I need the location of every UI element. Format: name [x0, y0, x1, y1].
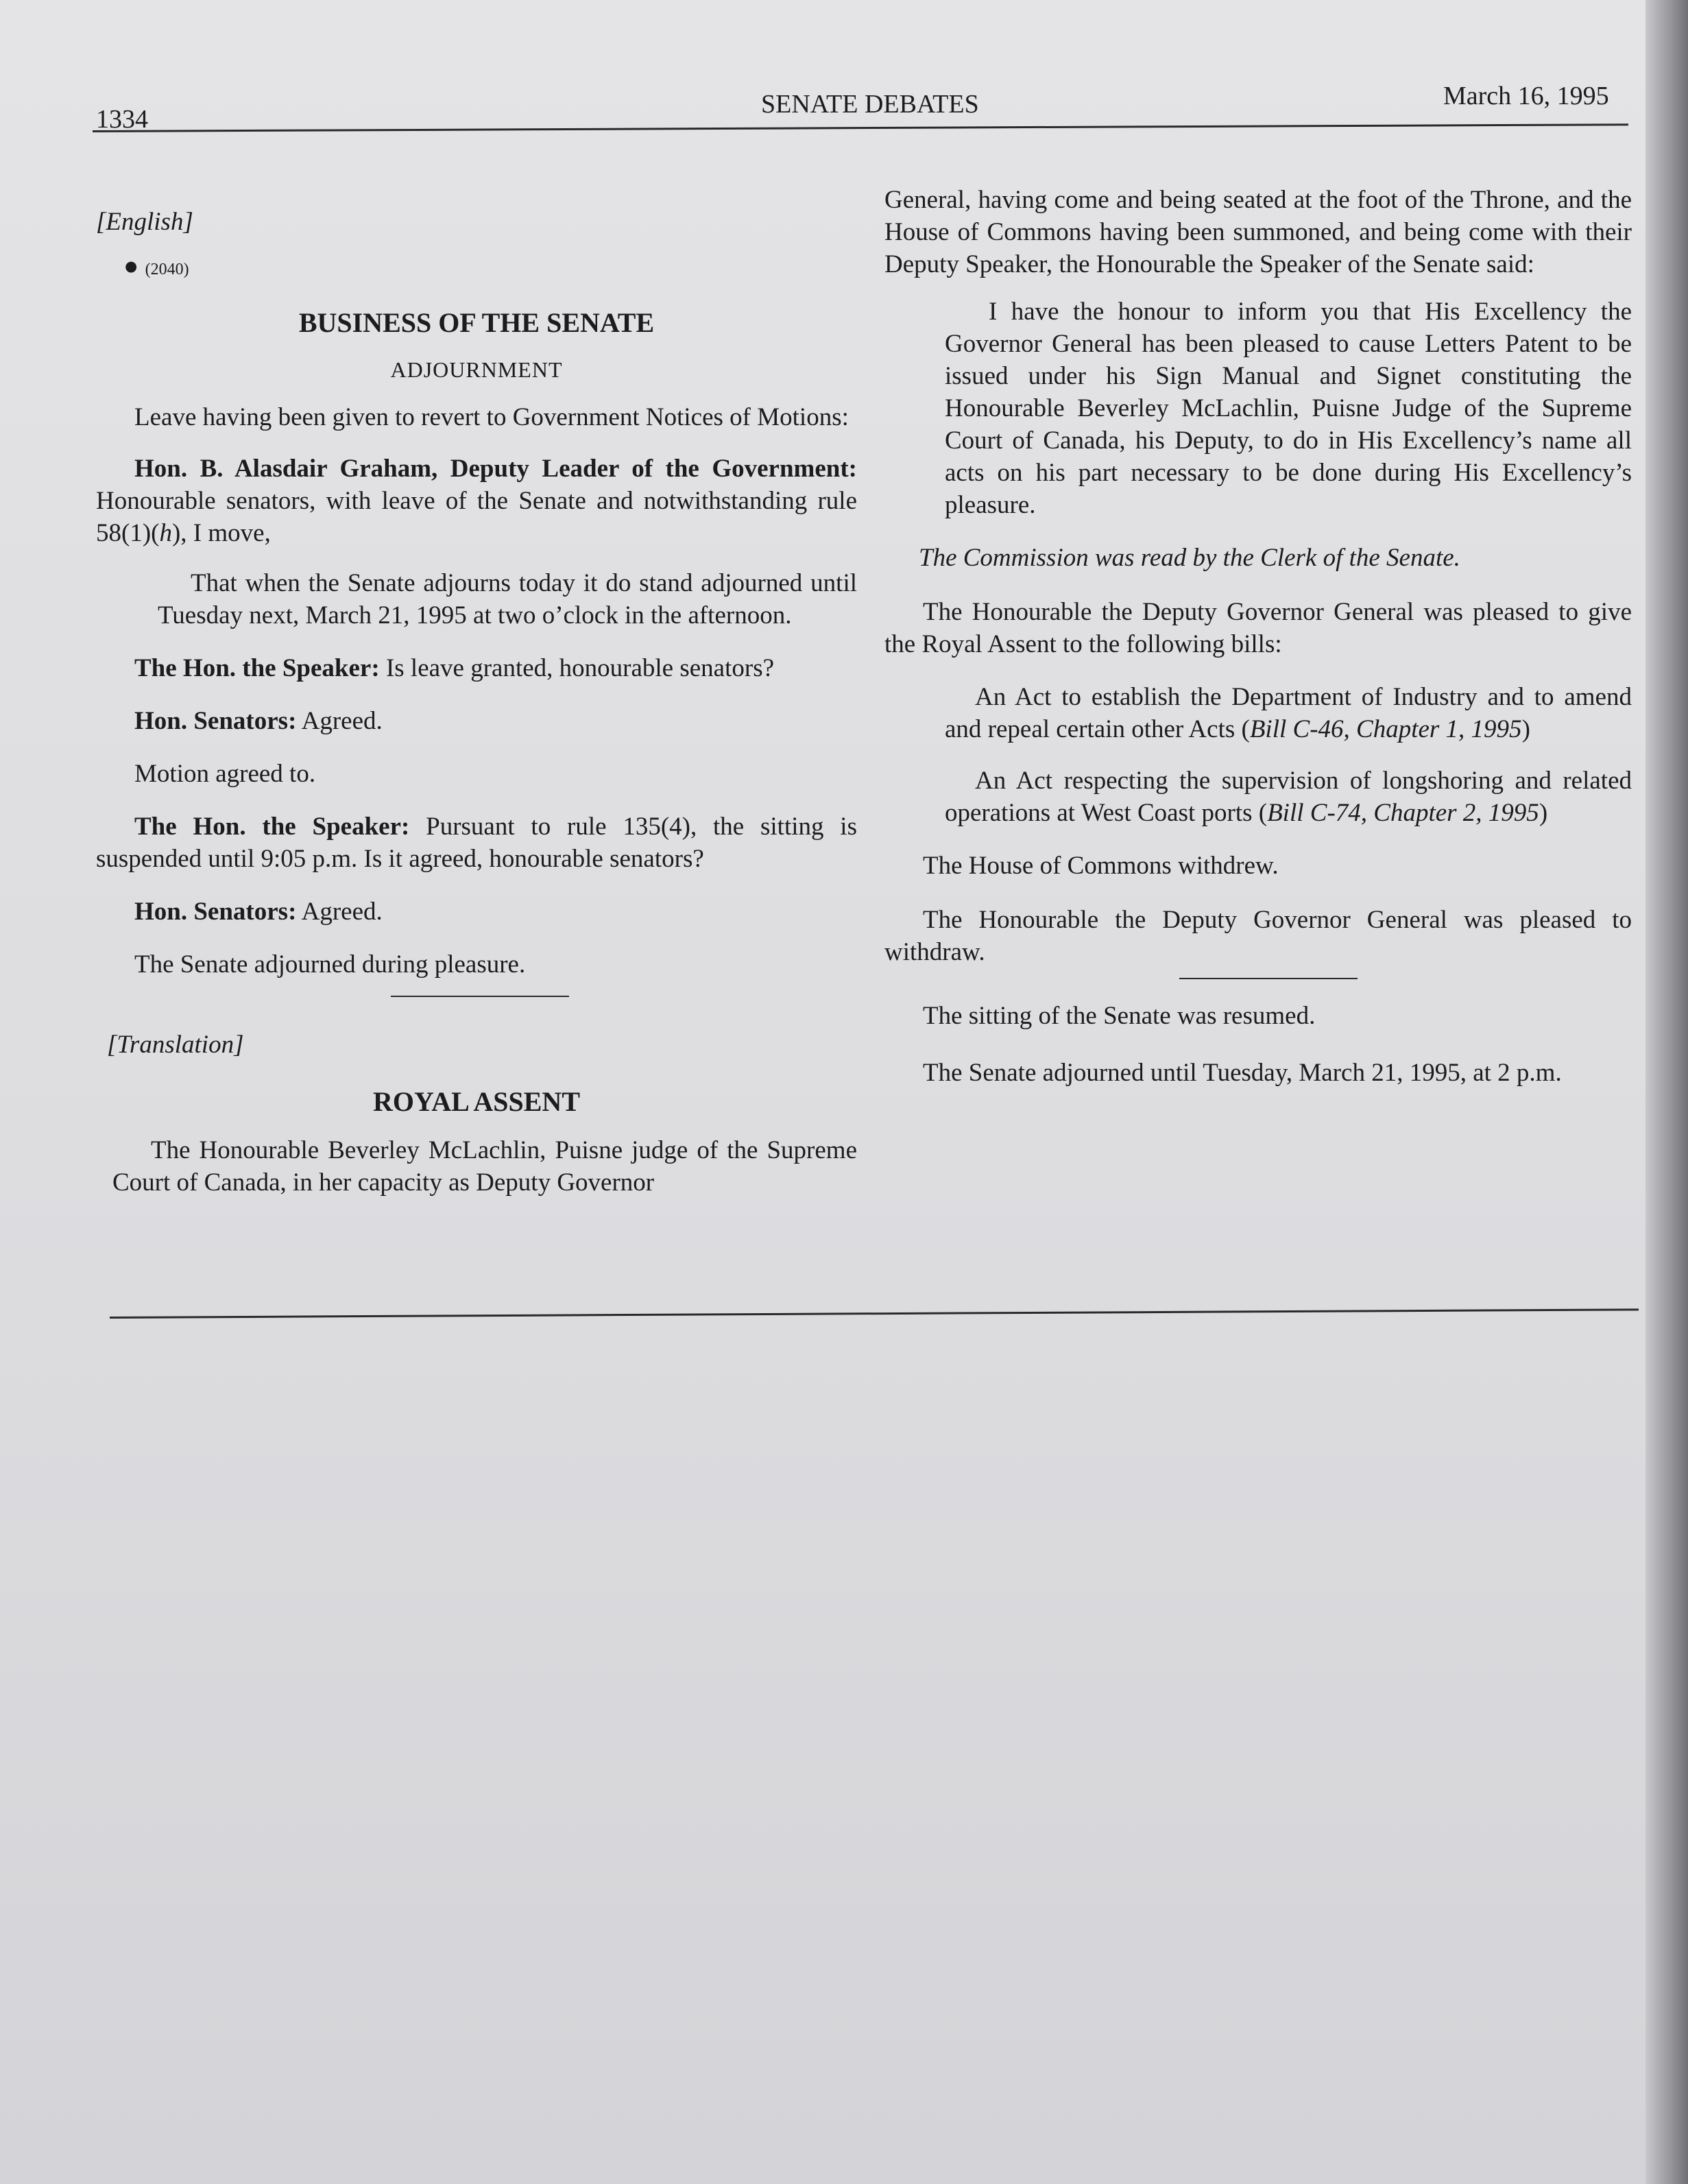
paragraph-senate-adjourned: The Senate adjourned during pleasure.: [134, 950, 526, 979]
bill1-text: An Act to establish the Department of Industry and to amend and repeal certain other Acts (: [945, 683, 1632, 743]
paragraph-motion-agreed: Motion agreed to.: [134, 760, 316, 788]
paragraph-continued: General, having come and being seated at the foot of the Throne, and the House of Commons having been summoned, and being come with their Deputy Speaker, the Honourable the Speaker of the Senate said:: [884, 186, 1632, 278]
paragraph-commons-withdrew: The House of Commons withdrew.: [923, 852, 1279, 880]
paragraph-speaker-2: [96, 811, 857, 875]
paragraph-sitting-resumed: The sitting of the Senate was resumed.: [923, 1002, 1316, 1030]
bill-c46: [884, 681, 1632, 745]
speaker-label-1: The Hon. the Speaker:: [134, 654, 380, 682]
section-divider-left: [391, 996, 569, 997]
bill1-close: ): [1521, 715, 1530, 743]
speaker-name-graham: Hon. B. Alasdair Graham, Deputy Leader of the Government:: [134, 455, 857, 483]
paragraph-final-adjourn: The Senate adjourned until Tuesday, March 21, 1995, at 2 p.m.: [923, 1059, 1562, 1087]
bill1-ref: Bill C-46, Chapter 1, 1995: [1249, 715, 1522, 743]
paragraph-senators-2: [96, 896, 857, 928]
speaker-label-2: The Hon. the Speaker:: [134, 813, 410, 841]
right-column: [884, 184, 1632, 1089]
senators-text-2: Agreed.: [296, 898, 383, 926]
heading-royal-assent: ROYAL ASSENT: [373, 1086, 580, 1117]
language-marker-english: [English]: [96, 208, 193, 236]
running-title: SENATE DEBATES: [761, 90, 979, 119]
heading-business-of-the-senate: BUSINESS OF THE SENATE: [298, 307, 655, 338]
bill2-ref: Bill C-74, Chapter 2, 1995: [1267, 799, 1539, 827]
subheading-adjournment: ADJOURNMENT: [390, 357, 563, 382]
page-edge-shadow: [1645, 0, 1688, 2184]
bill2-text: An Act respecting the supervision of longshoring and related operations at West Coast ports (: [945, 767, 1632, 827]
graham-text-h: h: [159, 519, 172, 547]
left-column: [96, 206, 857, 1199]
paragraph-assent-intro: The Honourable the Deputy Governor General was pleased to give the Royal Assent to the following bills:: [884, 598, 1632, 658]
paragraph-leave: Leave having been given to revert to Government Notices of Motions:: [134, 403, 849, 431]
speaker-text-2: Pursuant to rule 135(4), the sitting is suspended until 9:05 p.m. Is it agreed, honourable senators?: [96, 813, 857, 873]
section-divider-right: [1179, 978, 1358, 979]
senators-text-1: Agreed.: [296, 707, 383, 735]
bill2-close: ): [1539, 799, 1548, 827]
honour-quote: I have the honour to inform you that His Excellency the Governor General has been pleased to cause Letters Patent to be issued under his Sign Manual and Signet constituting the Honourable Beverley McLachlin, Puisne Judge of the Supreme Court of Canada, his Deputy, to do in His Excellency’s name all acts on his part necessary to be done during His Excellency’s pleasure.: [945, 298, 1632, 519]
senators-label-2: Hon. Senators:: [134, 898, 297, 926]
paragraph-senators-1: [96, 705, 857, 737]
page-date: March 16, 1995: [1443, 82, 1609, 110]
time-marker: [96, 250, 857, 286]
bill-c74: [884, 765, 1632, 829]
graham-text-a: Honourable senators, with leave of the Senate and notwithstanding rule 58(1)(: [96, 487, 857, 547]
page-number: 1334: [96, 105, 148, 134]
paragraph-royal-assent: The Honourable Beverley McLachlin, Puisne judge of the Supreme Court of Canada, in her capacity as Deputy Governor: [112, 1136, 857, 1197]
paragraph-commission-read: The Commission was read by the Clerk of the Senate.: [919, 544, 1460, 572]
motion-quote: That when the Senate adjourns today it do stand adjourned until Tuesday next, March 21, 1995 at two o’clock in the afternoon.: [158, 569, 857, 629]
graham-text-b: ), I move,: [171, 519, 271, 547]
speaker-text-1: Is leave granted, honourable senators?: [379, 654, 775, 682]
paragraph-graham: [96, 453, 857, 549]
paragraph-dgg-withdraw: The Honourable the Deputy Governor General was pleased to withdraw.: [884, 906, 1632, 966]
bullet-icon: ●: [123, 252, 139, 280]
language-marker-translation: [Translation]: [107, 1031, 244, 1059]
senators-label-1: Hon. Senators:: [134, 707, 297, 735]
paragraph-speaker-1: [96, 652, 857, 684]
time-marker-text: (2040): [145, 261, 189, 278]
